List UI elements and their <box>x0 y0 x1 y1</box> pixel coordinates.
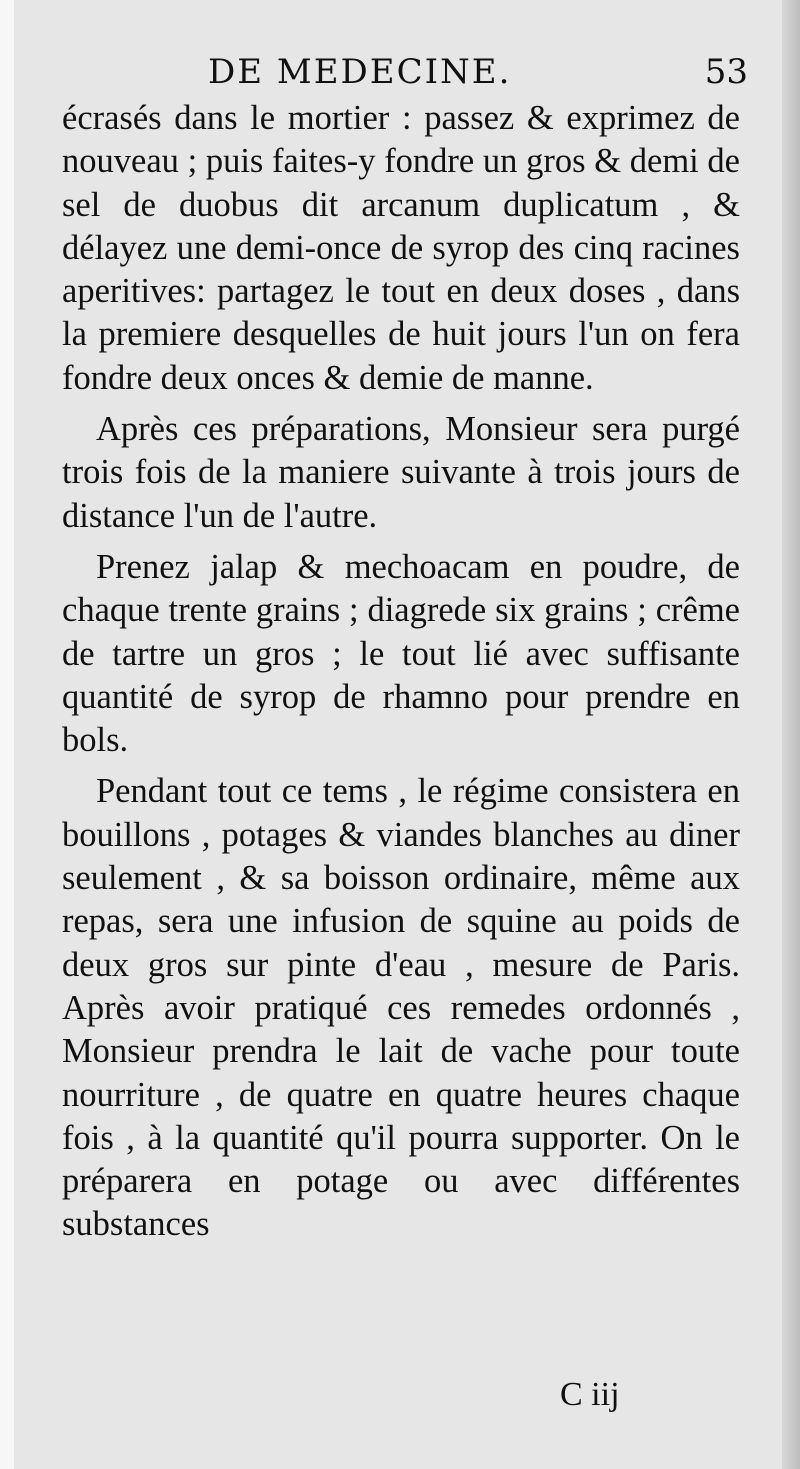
paragraph-regimen: Pendant tout ce tems , le régime consistera en bouillons , potages & viandes blanches au diner seulement , & sa boisson ordinaire, même aux repas, sera une infusion de squine au poids de deux gros sur pinte d'eau , mesure de Paris. Après avoir pratiqué ces remedes ordonnés , Monsieur prendra le lait de vache pour toute nourriture , de quatre en quatre heures chaque fois , à la quantité qu'il pourra supporter. On le préparera en potage ou avec différentes substances <box>62 772 740 1244</box>
page-edge-shadow <box>782 0 800 1469</box>
page-number: 53 <box>704 52 748 92</box>
page-margin <box>0 0 14 1469</box>
paragraph-prescription: Prenez jalap & mechoacam en poudre, de chaque trente grains ; diagrede six grains ; crême de tartre un gros ; le tout lié avec suffisante quantité de syrop de rhamno pour prendre en bols. <box>62 547 740 760</box>
running-title: DE MEDECINE. <box>208 52 512 92</box>
body-text <box>62 97 740 1255</box>
signature-mark: C iij <box>560 1376 620 1413</box>
paragraph-continuation: écrasés dans le mortier : passez & exprimez de nouveau ; puis faites-y fondre un gros & demi de sel de duobus dit arcanum duplicatum , & délayez une demi-once de syrop des cinq racines aperitives: partagez le tout en deux doses , dans la premiere desquelles de huit jours l'un on fera fondre deux onces & demie de manne. <box>62 99 740 397</box>
page-header <box>58 52 748 96</box>
paragraph-preparations: Après ces préparations, Monsieur sera purgé trois fois de la maniere suivante à trois jours de distance l'un de l'autre. <box>62 410 740 535</box>
